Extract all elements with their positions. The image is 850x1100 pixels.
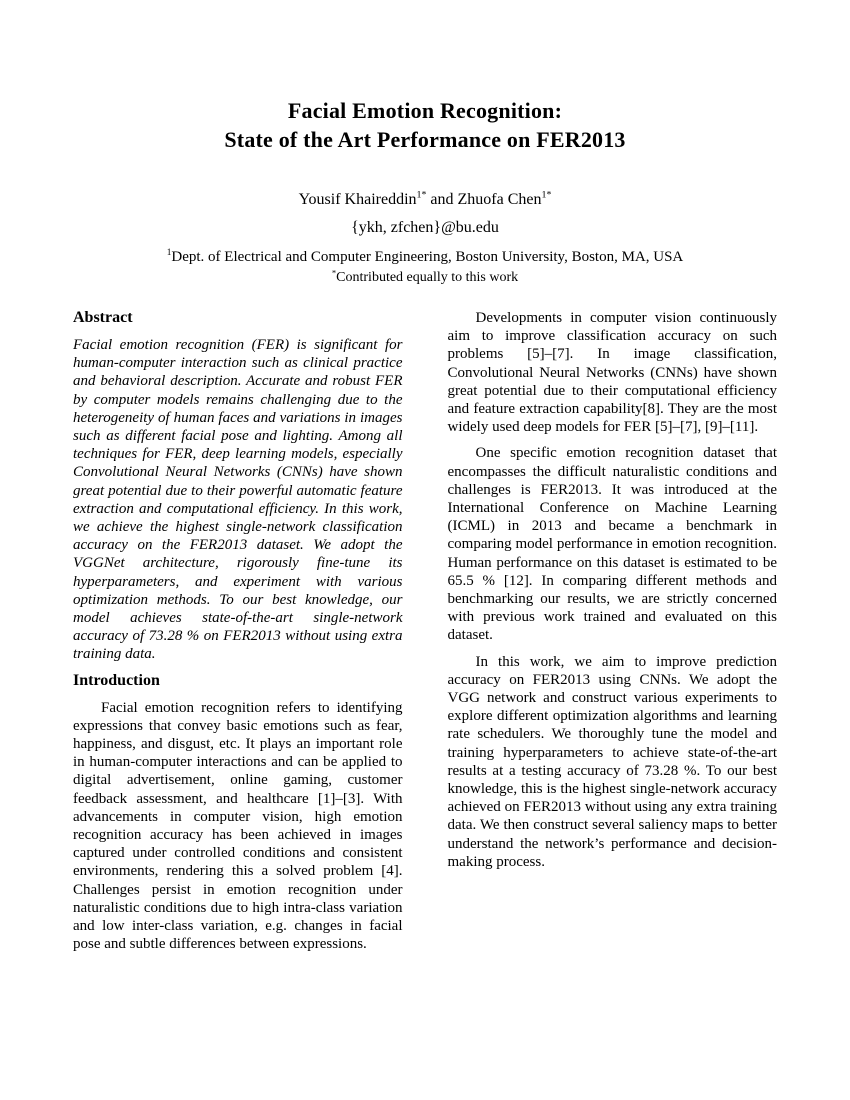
contributed-note xyxy=(0,269,850,286)
introduction-paragraph: Facial emotion recognition refers to identifying expressions that convey basic emotions such as fear, happiness, and disgust, etc. It plays an important role in human-computer interactions and can be applied to digital advertisement, online gaming, customer feedback assessment, and healthcare [1]–[3]. With advancements in computer vision, high emotion recognition accuracy has been achieved in images captured under controlled conditions and consistent environments, rendering this a solved problem [4]. Challenges persist in emotion recognition under naturalistic conditions due to high intra-class variation and low inter-class variation, e.g. changes in facial pose and subtle differences between expressions. xyxy=(73,699,403,953)
contributed-superscript: * xyxy=(331,267,337,278)
right-column xyxy=(448,309,778,962)
introduction-heading: Introduction xyxy=(73,671,160,689)
contributed-text: Contributed equally to this work xyxy=(336,270,519,285)
author-1-superscript: 1* xyxy=(416,189,427,201)
abstract-paragraph: Facial emotion recognition (FER) is significant for human-computer interaction such as clinical practice and behavioral description. Accurate and robust FER by computer models remains challenging due to the heterogeneity of human faces and variations in images such as different facial pose and lighting. Among all techniques for FER, deep learning models, especially Convolutional Neural Networks (CNNs) have shown great potential due to their powerful automatic feature extraction and computational efficiency. In this work, we achieve the highest single-network classification accuracy on the FER2013 dataset. We adopt the VGGNet architecture, rigorously fine-tune its hyperparameters, and experiment with various optimization methods. To our best knowledge, our model achieves state-of-the-art single-network accuracy of 73.28 % on FER2013 without using extra training data. xyxy=(73,337,403,663)
paper-header xyxy=(0,0,850,286)
affiliation-superscript: 1 xyxy=(166,248,172,258)
affiliation-line xyxy=(0,248,850,266)
left-column xyxy=(73,309,403,962)
paper-title-line-1: Facial Emotion Recognition: xyxy=(287,98,563,123)
author-2-name: Zhuofa Chen xyxy=(457,191,542,208)
authors-line xyxy=(0,190,850,209)
two-column-body xyxy=(0,309,850,962)
paper-title xyxy=(0,96,850,154)
affiliation-text: Dept. of Electrical and Computer Engineering, Boston University, Boston, MA, USA xyxy=(171,249,684,265)
paper-title-line-2: State of the Art Performance on FER2013 xyxy=(224,127,626,152)
authors-separator: and xyxy=(426,191,458,208)
body-paragraph-2: One specific emotion recognition dataset that encompasses the difficult naturalistic conditions and challenges is FER2013. It was introduced at the International Conference on Machine Learning (ICML) in 2013 and became a benchmark in comparing model performance in emotion recognition. Human performance on this dataset is estimated to be 65.5 % [12]. In comparing different methods and benchmarking our results, we are strictly concerned with previous work trained and evaluated on this dataset. xyxy=(447,445,777,644)
body-paragraph-3: In this work, we aim to improve prediction accuracy on FER2013 using CNNs. We adopt the VGG network and construct various experiments to explore different optimization algorithms and learning rate schedulers. We thoroughly tune the model and training hyperparameters to achieve state-of-the-art results at a testing accuracy of 73.28 %. To our best knowledge, this is the highest single-network accuracy achieved on FER2013 without using any extra training data. We then construct several saliency maps to better understand the network’s performance and decision-making process. xyxy=(447,653,777,870)
abstract-heading: Abstract xyxy=(73,309,133,326)
authors-email: {ykh, zfchen}@bu.edu xyxy=(351,219,499,236)
author-1-name: Yousif Khaireddin xyxy=(298,191,417,208)
body-paragraph-1: Developments in computer vision continuously aim to improve classification accuracy on such problems [5]–[7]. In image classification, Convolutional Neural Networks (CNNs) have shown great potential due to their computational efficiency and feature extraction capability[8]. They are the most widely used deep models for FER [5]–[7], [9]–[11]. xyxy=(447,310,777,436)
author-2-superscript: 1* xyxy=(541,189,552,201)
